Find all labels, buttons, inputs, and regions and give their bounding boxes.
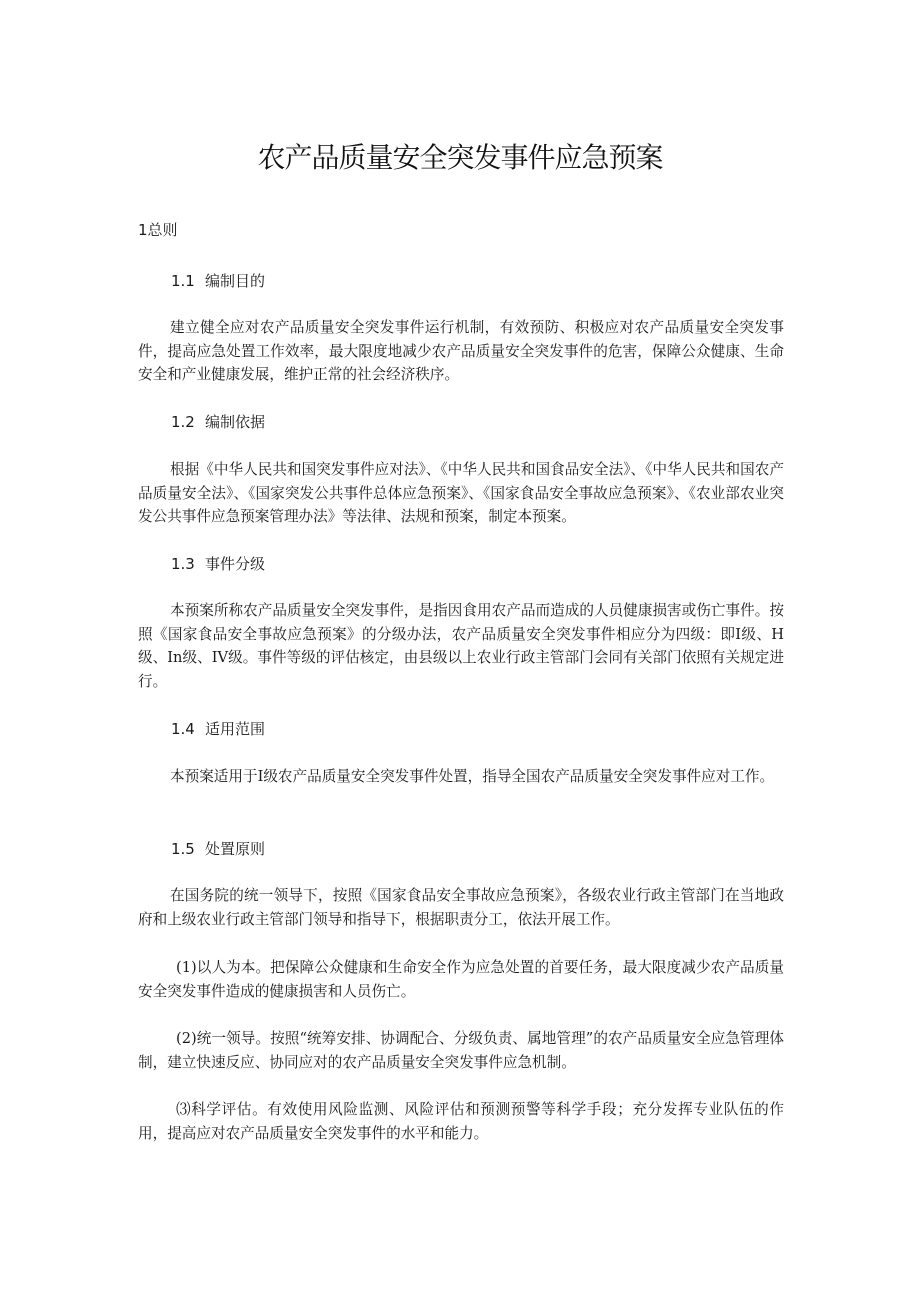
subsection-title: 适用范围 (205, 720, 266, 738)
subsection-heading-1-1 (171, 270, 265, 292)
document-title: 农产品质量安全突发事件应急预案 (257, 141, 663, 174)
paragraph-scope: 本预案适用于I级农产品质量安全突发事件处置，指导全国农产品质量安全突发事件应对工作。 (170, 768, 775, 785)
paragraph-principle-2: (2)统一领导。按照“统筹安排、协调配合、分级负责、属地管理”的农产品质量安全应急管理体制，建立快速反应、协同应对的农产品质量安全突发事件应急机制。 (138, 1030, 784, 1071)
subsection-title: 事件分级 (205, 555, 266, 573)
subsection-heading-1-3 (171, 553, 265, 575)
section-heading-general: 1总则 (138, 221, 178, 239)
subsection-number: 1.2 (171, 413, 195, 431)
subsection-number: 1.5 (171, 840, 195, 858)
subsection-number: 1.3 (171, 555, 195, 573)
subsection-number: 1.1 (171, 272, 195, 290)
subsection-heading-1-4 (171, 718, 265, 740)
subsection-title: 编制目的 (205, 272, 266, 290)
paragraph-principles: 在国务院的统一领导下，按照《国家食品安全事故应急预案》，各级农业行政主管部门在当地政府和上级农业行政主管部门领导和指导下，根据职责分工，依法开展工作。 (138, 887, 784, 928)
subsection-title: 处置原则 (205, 840, 266, 858)
paragraph-principle-3: ⑶科学评估。有效使用风险监测、风险评估和预测预警等科学手段；充分发挥专业队伍的作用，提高应对农产品质量安全突发事件的水平和能力。 (138, 1101, 784, 1142)
subsection-number: 1.4 (171, 720, 195, 738)
paragraph-principle-1: (1)以人为本。把保障公众健康和生命安全作为应急处置的首要任务，最大限度减少农产品质量安全突发事件造成的健康损害和人员伤亡。 (138, 959, 784, 1000)
paragraph-purpose: 建立健全应对农产品质量安全突发事件运行机制，有效预防、积极应对农产品质量安全突发事件，提高应急处置工作效率，最大限度地减少农产品质量安全突发事件的危害，保障公众健康、生命安全和产业健康发展，维护正常的社会经济秩序。 (138, 319, 784, 383)
subsection-heading-1-5 (171, 838, 265, 860)
subsection-title: 编制依据 (205, 413, 266, 431)
paragraph-basis: 根据《中华人民共和国突发事件应对法》、《中华人民共和国食品安全法》、《中华人民共和国农产品质量安全法》、《国家突发公共事件总体应急预案》、《国家食品安全事故应急预案》、《农业部农业突发公共事件应急预案管理办法》等法律、法规和预案，制定本预案。 (138, 461, 784, 525)
subsection-heading-1-2 (171, 411, 265, 433)
paragraph-classification: 本预案所称农产品质量安全突发事件，是指因食用农产品而造成的人员健康损害或伤亡事件。按照《国家食品安全事故应急预案》的分级办法，农产品质量安全突发事件相应分为四级：即I级、H级、In级、IV级。事件等级的评估核定，由县级以上农业行政主管部门会同有关部门依照有关规定进行。 (138, 602, 784, 690)
